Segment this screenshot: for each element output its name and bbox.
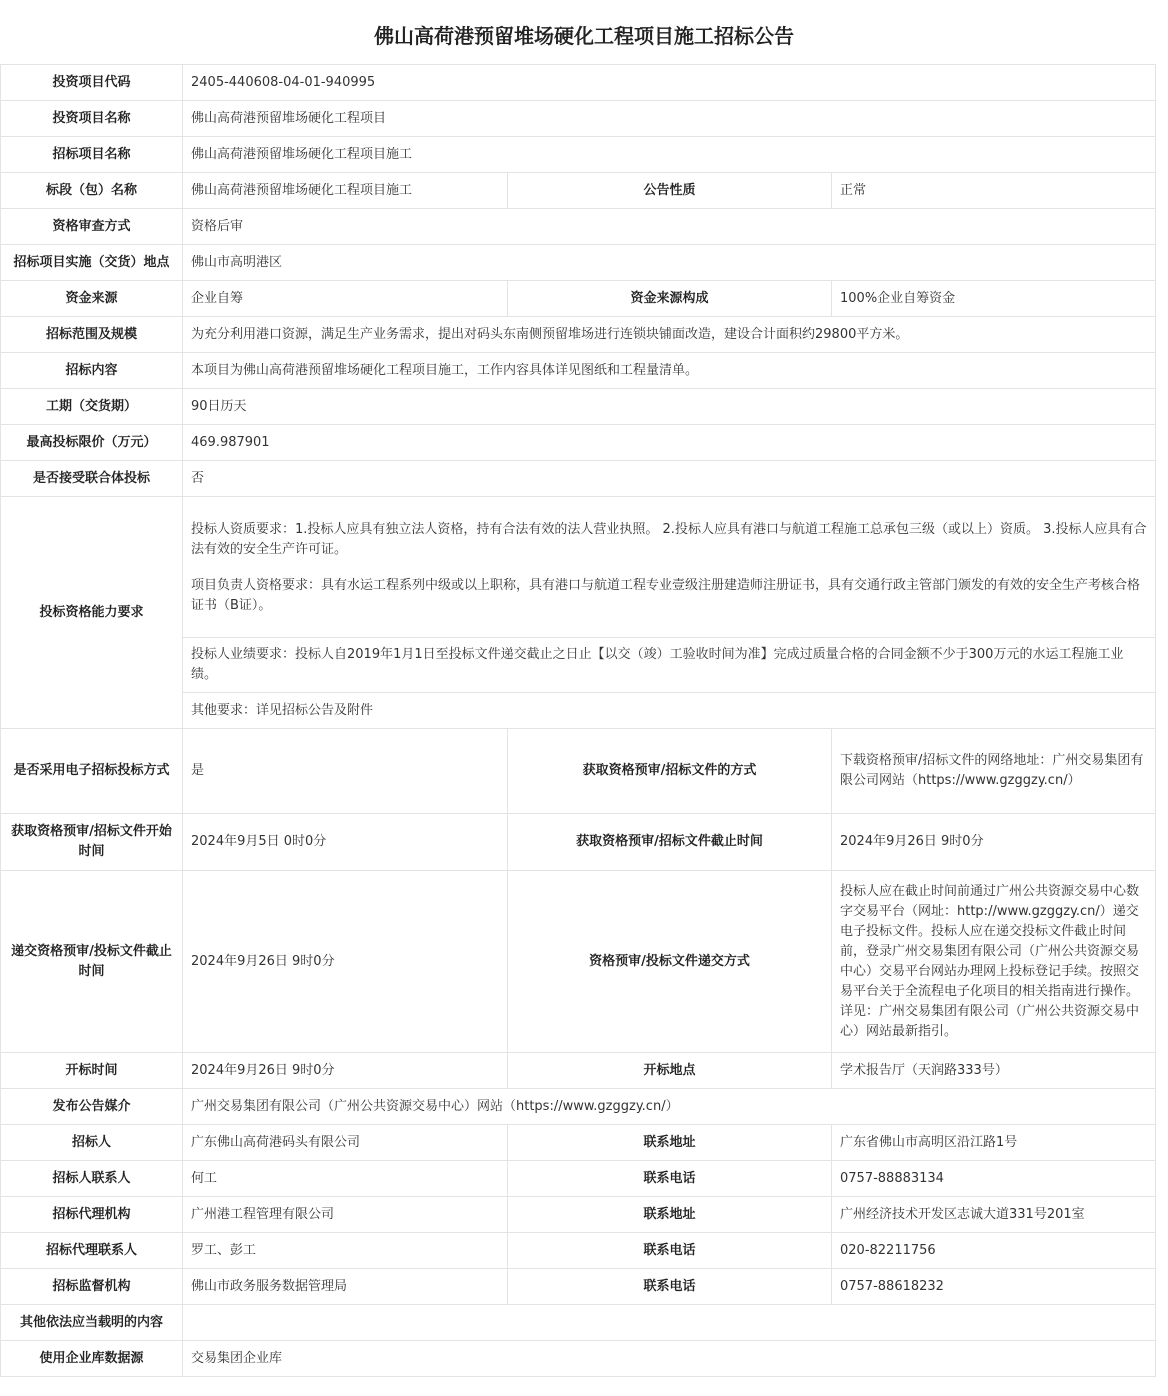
submit-deadline-label: 递交资格预审/投标文件截止时间 [1,871,183,1053]
row-project-code [1,65,1156,101]
agency-address-label: 联系地址 [508,1197,832,1233]
project-code-label: 投资项目代码 [1,65,183,101]
tenderer-contact-label: 招标人联系人 [1,1161,183,1197]
project-name-label: 投资项目名称 [1,101,183,137]
obtain-start-value: 2024年9月5日 0时0分 [183,814,508,871]
row-tender-project-name [1,137,1156,173]
electronic-value: 是 [183,729,508,814]
submit-method-value: 投标人应在截止时间前通过广州公共资源交易中心数字交易平台（网址：http://www.gzggzy.cn/）递交电子投标文件。投标人应在递交投标文件截止时间前，登录广州交易集团有限公司（广州公共资源交易中心）交易平台网站办理网上投标登记手续。按照交易平台关于全流程电子化项目的相关指南进行操作。详见：广州交易集团有限公司（广州公共资源交易中心）网站最新指引。 [832,871,1156,1053]
notice-nature-label: 公告性质 [508,173,832,209]
qualification-review-label: 资格审查方式 [1,209,183,245]
agency-value: 广州港工程管理有限公司 [183,1197,508,1233]
project-code-value: 2405-440608-04-01-940995 [183,65,1156,101]
row-max-price [1,425,1156,461]
content-value: 本项目为佛山高荷港预留堆场硬化工程项目施工，工作内容具体详见图纸和工程量清单。 [183,353,1156,389]
row-duration [1,389,1156,425]
row-agency-contact [1,1233,1156,1269]
page-title: 佛山高荷港预留堆场硬化工程项目施工招标公告 [374,24,794,48]
qualification-review-value: 资格后审 [183,209,1156,245]
fund-composition-label: 资金来源构成 [508,281,832,317]
obtain-method-label: 获取资格预审/招标文件的方式 [508,729,832,814]
row-content [1,353,1156,389]
row-qualification-a [1,497,1156,638]
notice-nature-value: 正常 [832,173,1156,209]
submit-deadline-value: 2024年9月26日 9时0分 [183,871,508,1053]
electronic-label: 是否采用电子招标投标方式 [1,729,183,814]
scope-value: 为充分利用港口资源，满足生产业务需求，提出对码头东南侧预留堆场进行连锁块铺面改造，建设合计面积约29800平方米。 [183,317,1156,353]
opening-time-value: 2024年9月26日 9时0分 [183,1053,508,1089]
database-label: 使用企业库数据源 [1,1341,183,1377]
tenderer-label: 招标人 [1,1125,183,1161]
duration-label: 工期（交货期） [1,389,183,425]
duration-value: 90日历天 [183,389,1156,425]
database-value: 交易集团企业库 [183,1341,1156,1377]
tenderer-phone-value: 0757-88883134 [832,1161,1156,1197]
fund-source-value: 企业自筹 [183,281,508,317]
opening-place-label: 开标地点 [508,1053,832,1089]
tenderer-phone-label: 联系电话 [508,1161,832,1197]
supervisor-phone-value: 0757-88618232 [832,1269,1156,1305]
scope-label: 招标范围及规模 [1,317,183,353]
tenderer-contact-value: 何工 [183,1161,508,1197]
row-qualification-review [1,209,1156,245]
obtain-start-label: 获取资格预审/招标文件开始时间 [1,814,183,871]
section-name-label: 标段（包）名称 [1,173,183,209]
location-label: 招标项目实施（交货）地点 [1,245,183,281]
fund-composition-value: 100%企业自筹资金 [832,281,1156,317]
row-other-content [1,1305,1156,1341]
max-price-label: 最高投标限价（万元） [1,425,183,461]
qualification-bidder-manager [183,497,1156,638]
obtain-end-value: 2024年9月26日 9时0分 [832,814,1156,871]
consortium-value: 否 [183,461,1156,497]
row-project-name [1,101,1156,137]
row-scope [1,317,1156,353]
bidder-qualification-text: 投标人资质要求：1.投标人应具有独立法人资格，持有合法有效的法人营业执照。 2.投标人应具有港口与航道工程施工总承包三级（或以上）资质。 3.投标人应具有合法有效的安全生产许可证。 [191,522,1147,557]
row-supervisor [1,1269,1156,1305]
tenderer-address-label: 联系地址 [508,1125,832,1161]
obtain-method-value: 下载资格预审/招标文件的网络地址：广州交易集团有限公司网站（https://www.gzggzy.cn/） [832,729,1156,814]
row-section-name [1,173,1156,209]
manager-qualification-text: 项目负责人资格要求：具有水运工程系列中级或以上职称，具有港口与航道工程专业壹级注册建造师注册证书，具有交通行政主管部门颁发的有效的安全生产考核合格证书（B证）。 [191,578,1141,613]
row-submit-time [1,871,1156,1053]
media-value: 广州交易集团有限公司（广州公共资源交易中心）网站（https://www.gzggzy.cn/） [183,1089,1156,1125]
row-tenderer [1,1125,1156,1161]
content-label: 招标内容 [1,353,183,389]
row-database [1,1341,1156,1377]
project-name-value: 佛山高荷港预留堆场硬化工程项目 [183,101,1156,137]
row-electronic [1,729,1156,814]
other-content-label: 其他依法应当载明的内容 [1,1305,183,1341]
obtain-end-label: 获取资格预审/招标文件截止时间 [508,814,832,871]
agency-phone-label: 联系电话 [508,1233,832,1269]
submit-method-label: 资格预审/投标文件递交方式 [508,871,832,1053]
row-media [1,1089,1156,1125]
row-tenderer-contact [1,1161,1156,1197]
agency-address-value: 广州经济技术开发区志诚大道331号201室 [832,1197,1156,1233]
media-label: 发布公告媒介 [1,1089,183,1125]
opening-place-value: 学术报告厅（天润路333号） [832,1053,1156,1089]
notice-table [0,64,1156,1377]
row-fund-source [1,281,1156,317]
row-opening [1,1053,1156,1089]
consortium-label: 是否接受联合体投标 [1,461,183,497]
other-requirement-text: 其他要求：详见招标公告及附件 [183,693,1156,729]
supervisor-value: 佛山市政务服务数据管理局 [183,1269,508,1305]
performance-text: 投标人业绩要求：投标人自2019年1月1日至投标文件递交截止之日止【以交（竣）工验收时间为准】完成过质量合格的合同金额不少于300万元的水运工程施工业绩。 [183,638,1156,693]
agency-phone-value: 020-82211756 [832,1233,1156,1269]
qualification-label: 投标资格能力要求 [1,497,183,729]
supervisor-label: 招标监督机构 [1,1269,183,1305]
row-obtain-time [1,814,1156,871]
opening-time-label: 开标时间 [1,1053,183,1089]
row-agency [1,1197,1156,1233]
max-price-value: 469.987901 [183,425,1156,461]
other-content-value [183,1305,1156,1341]
row-location [1,245,1156,281]
location-value: 佛山市高明港区 [183,245,1156,281]
supervisor-phone-label: 联系电话 [508,1269,832,1305]
tenderer-value: 广东佛山高荷港码头有限公司 [183,1125,508,1161]
agency-contact-value: 罗工、彭工 [183,1233,508,1269]
fund-source-label: 资金来源 [1,281,183,317]
tenderer-address-value: 广东省佛山市高明区沿江路1号 [832,1125,1156,1161]
section-name-value: 佛山高荷港预留堆场硬化工程项目施工 [183,173,508,209]
row-consortium [1,461,1156,497]
tender-project-name-value: 佛山高荷港预留堆场硬化工程项目施工 [183,137,1156,173]
agency-label: 招标代理机构 [1,1197,183,1233]
tender-project-name-label: 招标项目名称 [1,137,183,173]
agency-contact-label: 招标代理联系人 [1,1233,183,1269]
